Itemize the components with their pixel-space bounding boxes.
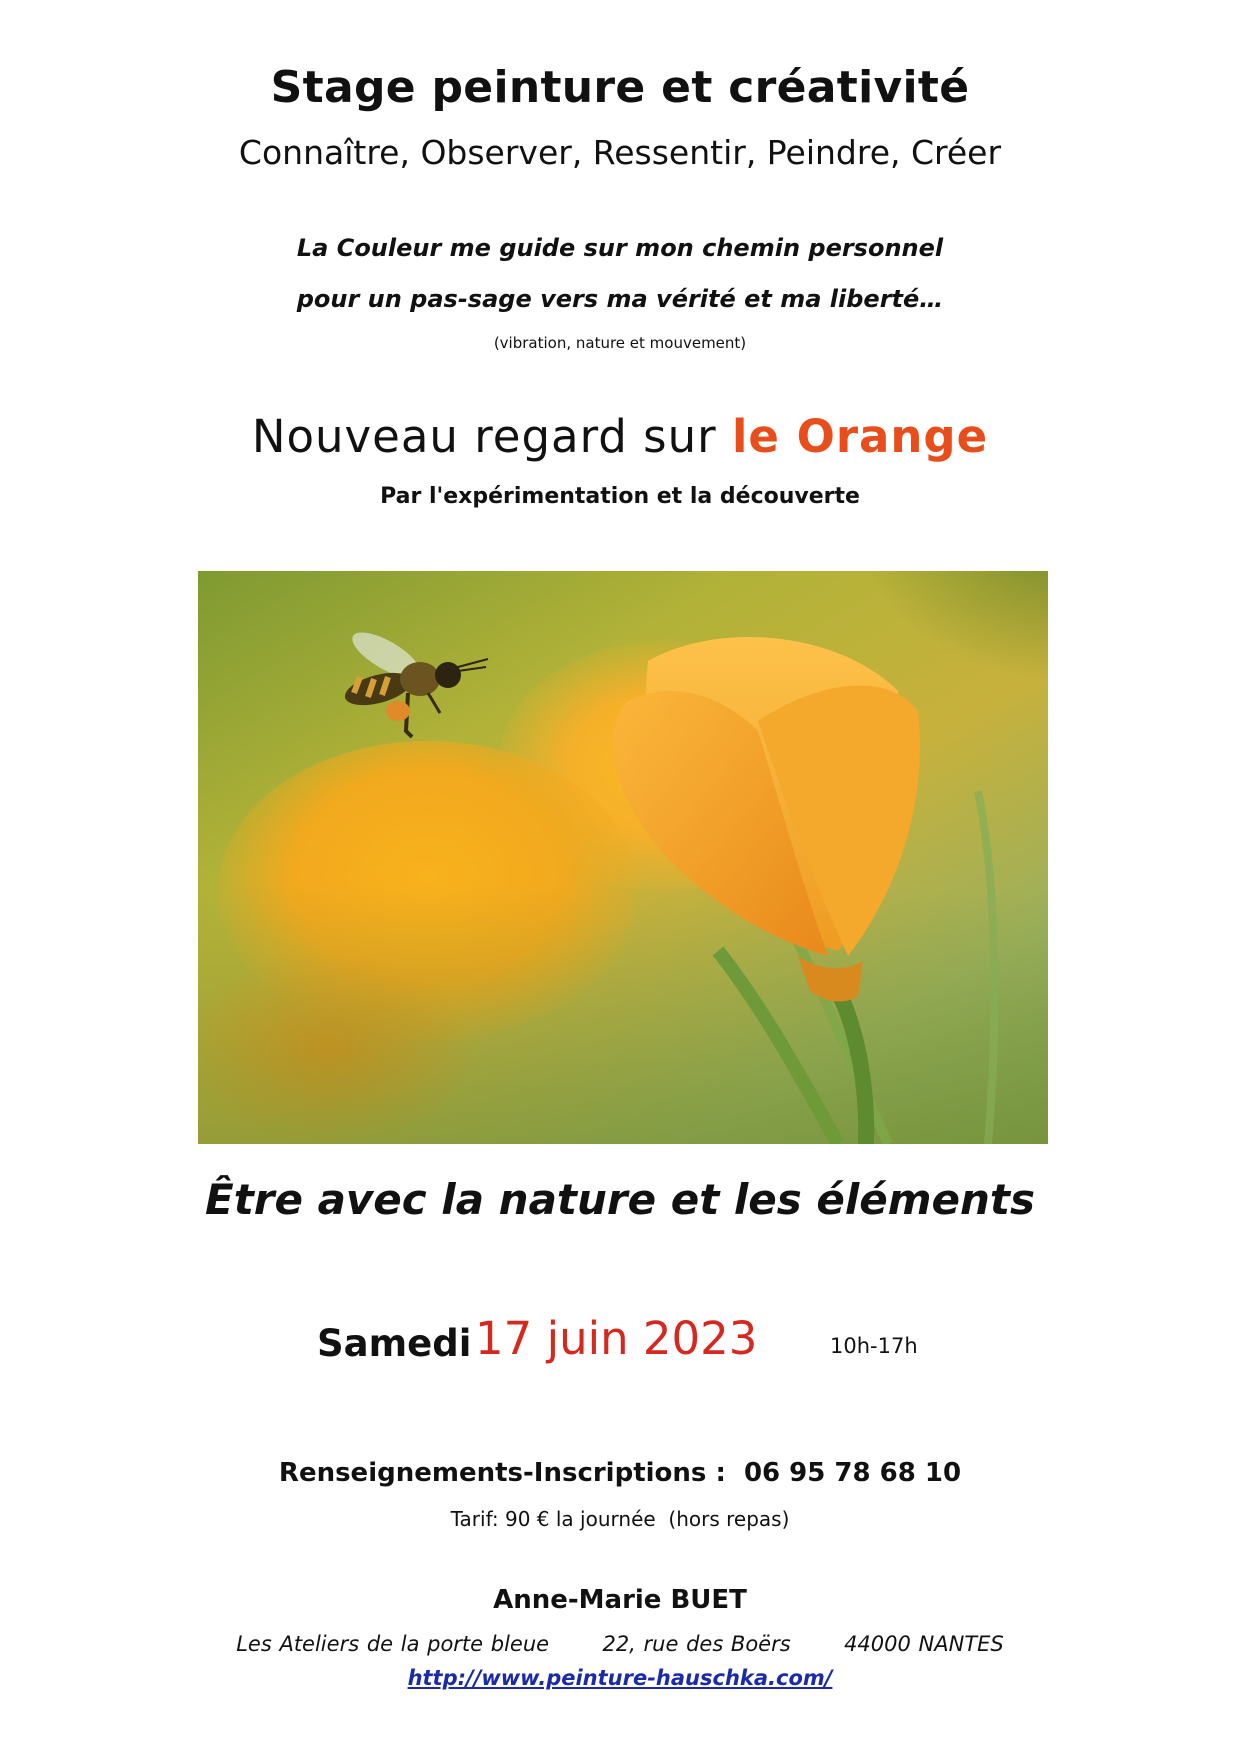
bee-and-poppy-photo (198, 571, 1048, 1144)
poster-title: Stage peinture et créativité (270, 62, 970, 113)
theme-subtitle: Par l'expérimentation et la découverte (380, 484, 860, 509)
contact-line: Renseignements-Inscriptions : 06 95 78 68 10 (278, 1458, 962, 1488)
author-name: Anne-Marie BUET (493, 1585, 747, 1615)
quote-note: (vibration, nature et mouvement) (493, 334, 747, 352)
venue-name: Les Ateliers de la porte bleue (236, 1632, 550, 1656)
poster-subtitle: Connaître, Observer, Ressentir, Peindre, Créer (238, 133, 1002, 172)
quote-line-2: pour un pas-sage vers ma vérité et ma liberté… (296, 285, 944, 313)
poppy-flower-icon (198, 571, 1048, 1144)
event-day: Samedi (317, 1322, 472, 1365)
theme-prefix: Nouveau regard sur (251, 410, 732, 463)
event-date: 17 juin 2023 (475, 1312, 758, 1365)
website-link[interactable]: http://www.peinture-hauschka.com/ (407, 1666, 833, 1690)
theme-accent: le Orange (731, 410, 989, 463)
quote-line-1: La Couleur me guide sur mon chemin personnel (296, 234, 944, 262)
tarif-line: Tarif: 90 € la journée (hors repas) (450, 1507, 790, 1531)
theme-headline (0, 410, 1240, 463)
city: 44000 NANTES (844, 1632, 1004, 1656)
tagline: Être avec la nature et les éléments (205, 1175, 1035, 1224)
event-hours: 10h-17h (830, 1334, 918, 1358)
street-address: 22, rue des Boërs (602, 1632, 791, 1656)
address-line (0, 1632, 1240, 1656)
event-date-line (0, 1312, 1240, 1378)
